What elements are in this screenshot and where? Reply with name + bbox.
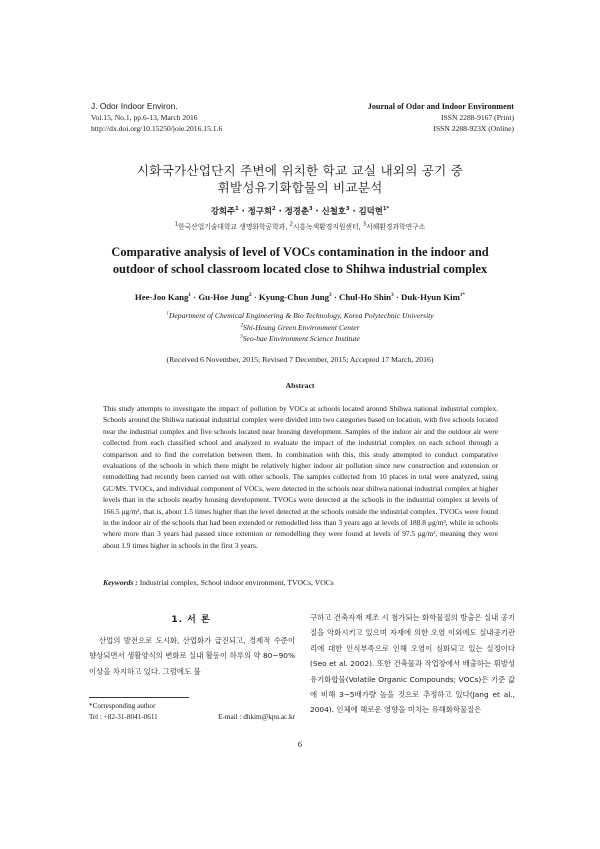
footnote-divider <box>89 697 189 698</box>
author-email[interactable]: E-mail : dhkim@kpu.ac.kr <box>218 713 295 721</box>
author-separator: · <box>333 292 339 302</box>
english-title-line-1: Comparative analysis of level of VOCs contamination in the indoor and <box>111 245 489 259</box>
issn-print: ISSN 2288-9167 (Print) <box>441 113 514 122</box>
english-affiliation <box>60 322 540 334</box>
korean-affiliation: 서해환경과학연구소 <box>366 223 426 231</box>
korean-author: 신철호 <box>321 206 346 216</box>
affil-sup: 1 <box>166 310 169 317</box>
korean-title <box>60 162 540 196</box>
author-phone: Tel : +82-31-8041-0611 <box>89 713 158 721</box>
korean-affiliations <box>60 221 540 231</box>
affiliation-text: Shi-Heung Green Environment Center <box>243 322 360 332</box>
affil-sup: 3 <box>240 333 243 340</box>
journal-name: Journal of Odor and Indoor Environment <box>367 102 514 111</box>
footnote <box>89 701 295 723</box>
author-separator: · <box>315 206 322 216</box>
header-right <box>274 101 514 134</box>
korean-title-line-2: 휘발성유기화합물의 비교분석 <box>217 180 383 195</box>
english-affiliations <box>60 310 540 345</box>
english-affiliation <box>60 310 540 322</box>
keywords <box>103 578 498 587</box>
author-sup: 3 <box>391 292 394 299</box>
volume-info: Vol.15, No.1, pp.6-13, March 2016 <box>91 113 198 122</box>
author-sup: 3 <box>345 206 350 213</box>
author-sup: 3 <box>308 206 313 213</box>
author-separator: · <box>278 206 285 216</box>
page-number: 6 <box>297 740 303 749</box>
affiliation-text: Department of Chemical Engineering & Bio Technology, Korea Polytechnic University <box>168 311 434 320</box>
author-sup: 1* <box>459 292 466 299</box>
author-sup: 1* <box>382 206 390 213</box>
author-separator: · <box>253 292 259 302</box>
affiliation-text: Seo-hae Environment Science Institute <box>242 334 360 343</box>
korean-author: 정구희 <box>247 206 273 216</box>
author-separator: · <box>241 206 248 216</box>
intro-paragraph-continued: 구하고 건축자재 제조 시 첨가되는 화학물질의 방출은 실내 공기 질을 악화시키고 있으며 자재에 의한 오염 이외에도 실내공기관리에 대한 인식부족으로 인해 오염이 심화되고 있는 실정이다(Seo et al. 2002). 또한 건축물과 작업장에서 배출하는 휘발성유기화합물(Volatile Organic Compounds; VOCs)은 기준 값에 비해 3~5배가량 높을 것으로 추정하고 있다(Jang et al., 2004). 인체에 해로운 영향을 미치는 유해화학물질은 <box>310 613 515 715</box>
korean-affiliation: 시흥녹색환경지원센터, <box>292 223 363 231</box>
english-authors <box>60 292 540 302</box>
author-sup: 2 <box>248 292 252 299</box>
abstract-body: This study attempts to investigate the impact of pollution by VOCs at schools located around Shihwa national industrial complex. Schools around the Shihwa national industrial complex were divided into two categories based on location, with five schools located near the industrial complex and five schools located near housing development. Samples of the indoor air and the outdoor air were collected from each classified school and analyzed to evaluate the impact of the industrial complex on each school through a comparison and to find the correlation between them. In combination with this, this study attempted to conduct comparative evaluations of the schools in which there might be relatively higher indoor air pollution since new construction and extension or remodelling had recently been carried out with other schools. The samples collected from 10 places in total were analyzed, using GC/MS. TVOCs, and individual component of VOCs, were detected in the schools near shihwa national industrial complex at higher levels than in the schools nearby housing development. TVOCs were detected at the schools in the industrial complex st levels of 166.5 μg/m³, that is, about 1.5 times higher than the level detected at the schools outside the industrial complex. TVOCs were found in the indoor air of the schools that had been extended or remodelled less than 3 years ago at levels of 188.8 μg/m³, while in schools where more than 3 years had passed since extention or remodelling they were found at levels of 97.5 μg/m³, meaning they were about 1.9 times higher in schools in the first 3 years. <box>103 404 498 550</box>
abstract-heading: Abstract <box>285 381 315 390</box>
keywords-label: Keywords : <box>103 578 138 587</box>
korean-authors <box>60 205 540 217</box>
received-dates: (Received 6 November, 2015; Revised 7 December, 2015; Accepted 17 March, 2016) <box>166 355 434 364</box>
korean-title-line-1: 시화국가산업단지 주변에 위치한 학교 교실 내외의 공기 중 <box>136 163 464 178</box>
doi-link[interactable]: http://dx.doi.org/10.15250/joie.2016.15.1.6 <box>91 124 223 133</box>
author-separator: · <box>395 292 401 302</box>
author-sup: 1 <box>235 206 239 213</box>
affil-sup: 1 <box>174 221 179 228</box>
korean-author: 김덕현 <box>358 206 383 216</box>
english-author: Kyung-Chun Jung <box>258 292 330 302</box>
corresponding-author-label: *Corresponding author <box>89 702 156 710</box>
keywords-list: Industrial complex, School indoor environment, TVOCs, VOCs <box>139 578 334 587</box>
korean-affiliation: 한국산업기술대학교 생명화학공학과, <box>178 223 290 231</box>
affil-sup: 3 <box>362 221 367 228</box>
english-author: Chul-Ho Shin <box>338 292 392 302</box>
english-title <box>60 244 540 278</box>
section-title: 1. 서 론 <box>171 615 211 625</box>
english-author: Gu-Hoe Jung <box>198 292 249 302</box>
english-title-line-2: outdoor of school classroom located close to Shihwa industrial complex <box>112 262 488 276</box>
author-sup: 1 <box>188 292 191 299</box>
right-column <box>310 610 515 718</box>
korean-author: 강희주 <box>210 206 236 216</box>
korean-author: 정경춘 <box>284 206 309 216</box>
author-separator: · <box>193 292 199 302</box>
journal-abbrev: J. Odor Indoor Environ. <box>91 101 178 111</box>
english-affiliation <box>60 333 540 345</box>
author-sup: 3 <box>329 292 332 299</box>
issn-online: ISSN 2288-923X (Online) <box>433 124 514 133</box>
author-sup: 2 <box>272 206 276 213</box>
english-author: Duk-Hyun Kim <box>401 292 460 302</box>
intro-paragraph: 산업의 발전으로 도시화, 산업화가 급진되고, 경제적 수준이 향상되면서 생활양식의 변화로 실내 활동이 하루의 약 80~90% 이상을 차지하고 있다. 그럼에도 불 <box>89 636 295 676</box>
english-author: Hee-Joo Kang <box>134 292 189 302</box>
affil-sup: 2 <box>289 221 293 228</box>
author-separator: · <box>352 206 359 216</box>
affil-sup: 2 <box>240 321 244 328</box>
left-column <box>89 633 295 679</box>
